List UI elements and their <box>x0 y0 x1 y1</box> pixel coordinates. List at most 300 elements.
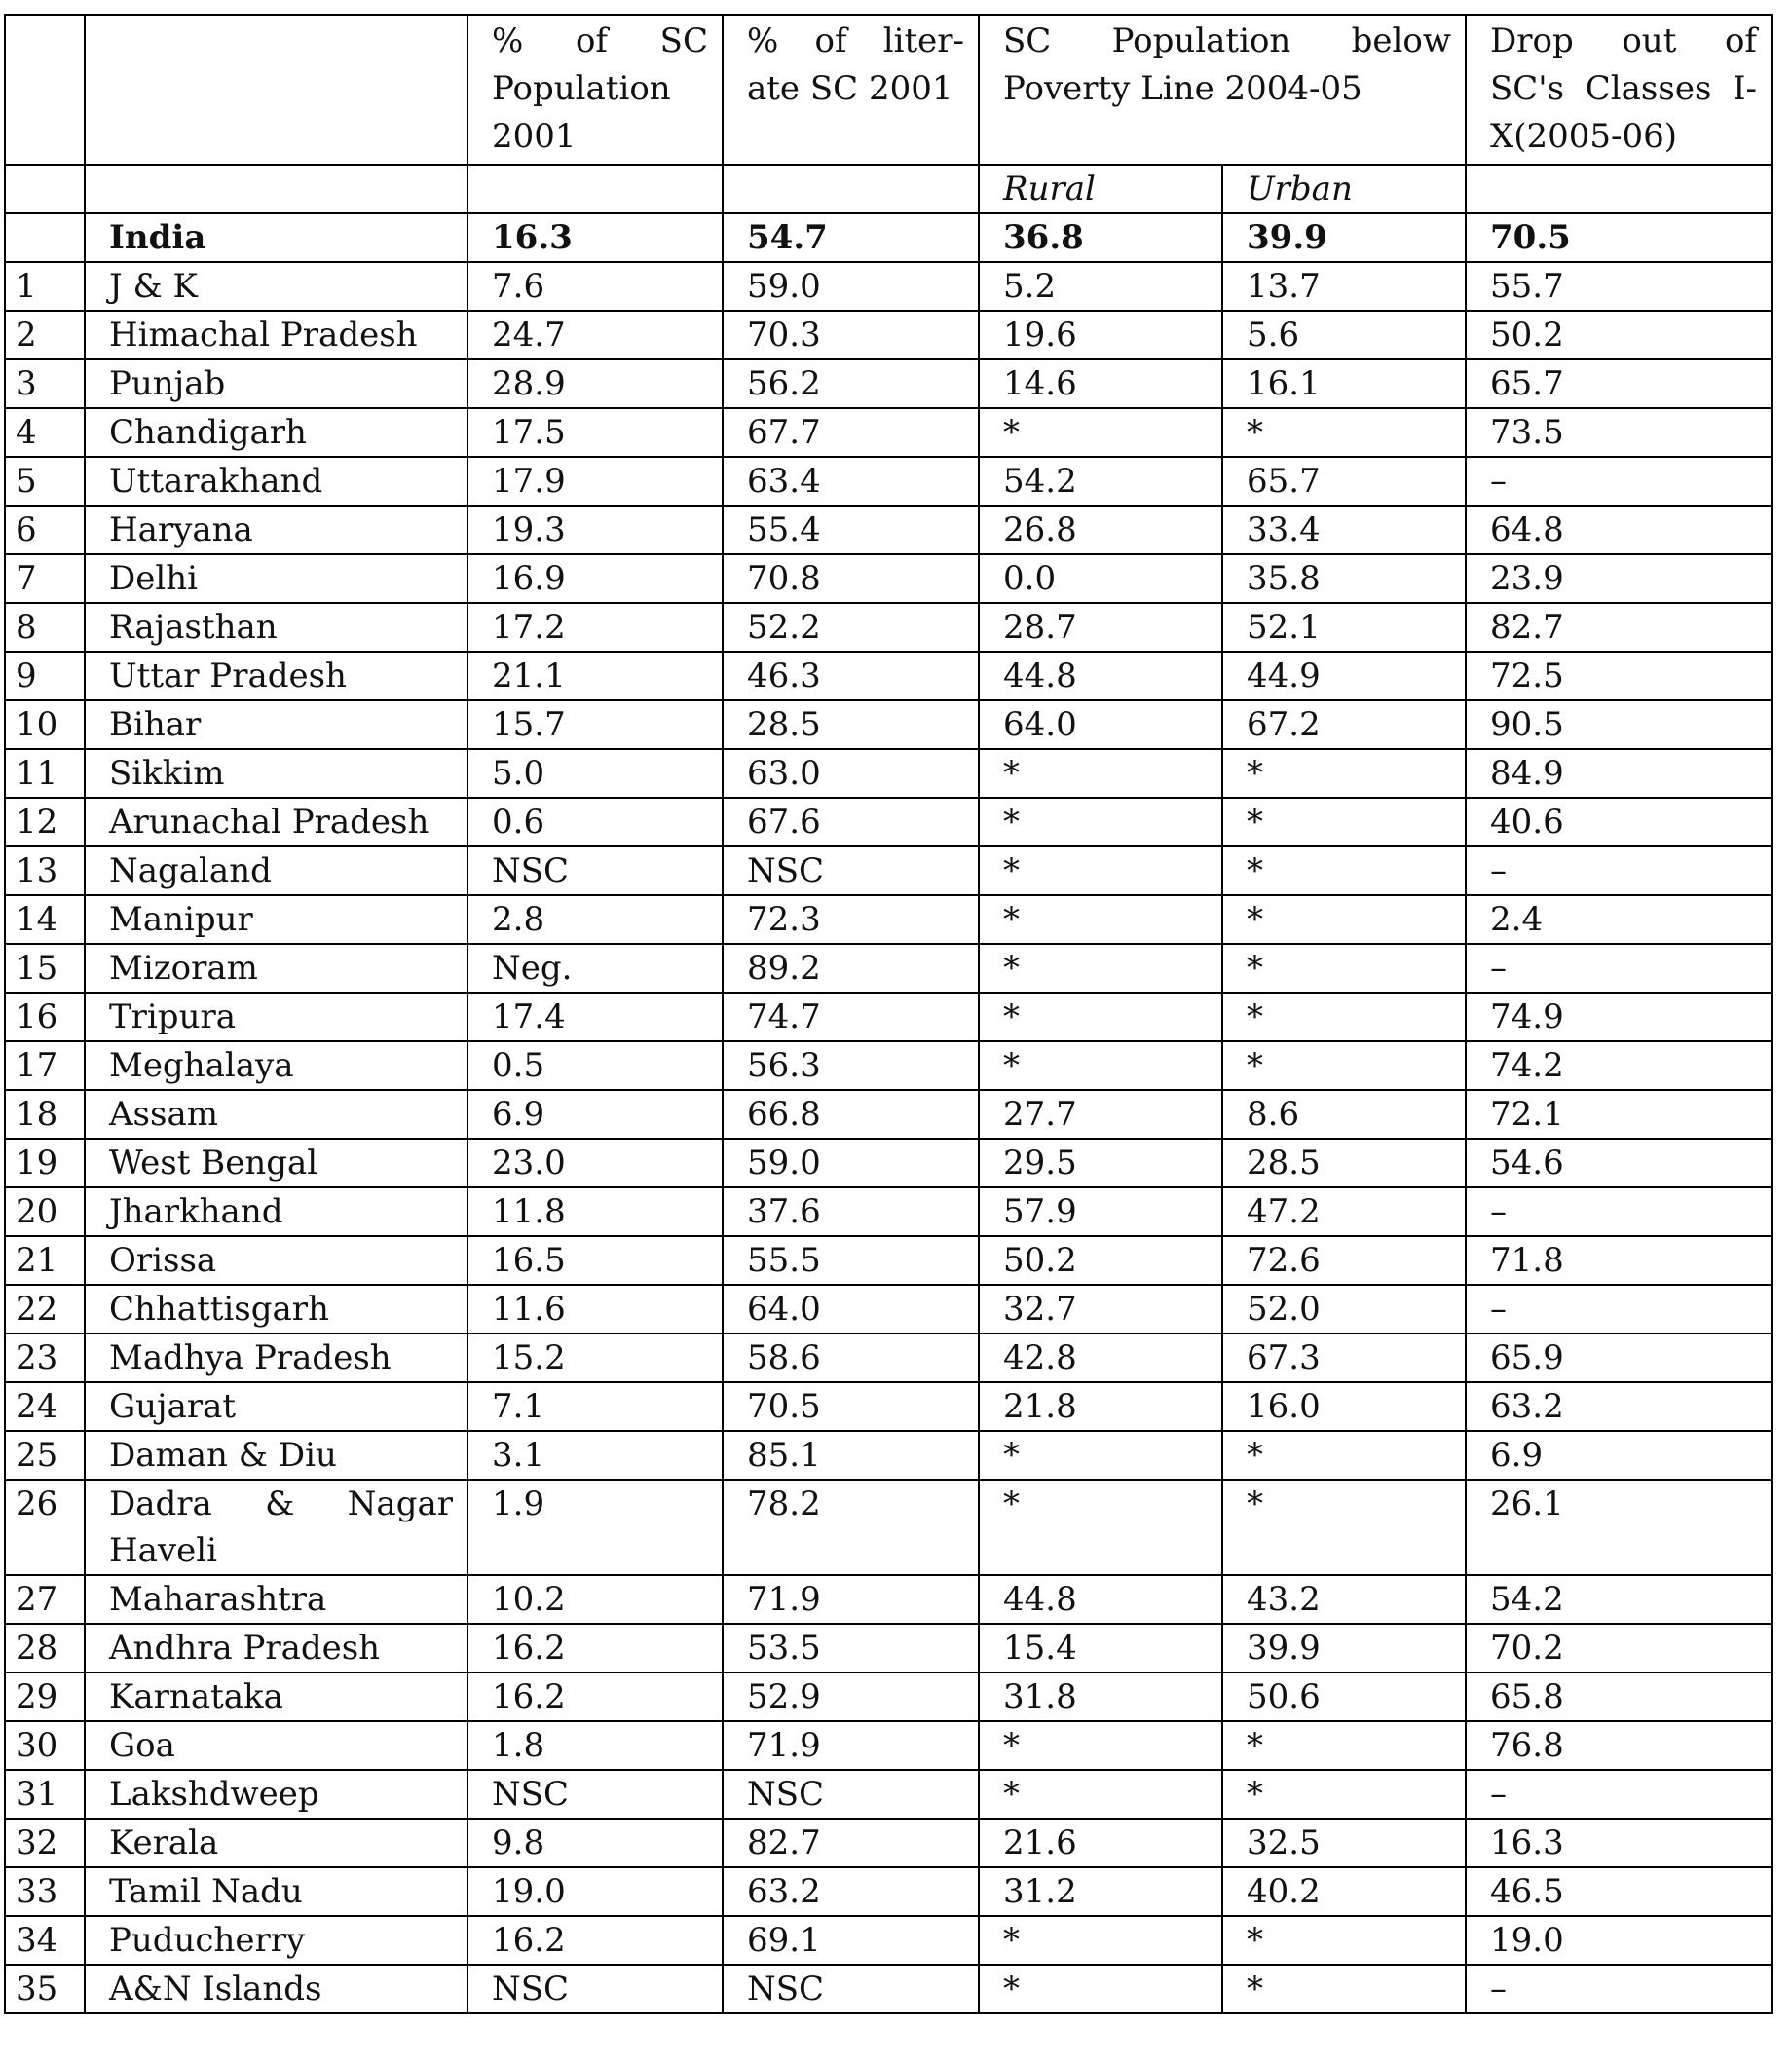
subheader-urban: Urban <box>1222 165 1466 213</box>
row-state-name: Rajasthan <box>85 603 467 652</box>
row-rural-poverty: 54.2 <box>979 457 1222 506</box>
row-serial: 33 <box>5 1867 85 1916</box>
row-urban-poverty: 67.3 <box>1222 1334 1466 1382</box>
row-dropout: 65.7 <box>1466 359 1772 408</box>
row-serial: 18 <box>5 1090 85 1139</box>
row-rural-poverty: 50.2 <box>979 1236 1222 1285</box>
row-literate: NSC <box>723 1965 979 2013</box>
row-state-name: Gujarat <box>85 1382 467 1431</box>
row-sc-population: 1.9 <box>467 1480 723 1575</box>
header-literate-sc: % of liter-ate SC 2001 <box>723 15 979 165</box>
row-serial: 19 <box>5 1139 85 1187</box>
row-rural-poverty: * <box>979 846 1222 895</box>
row-state-name: Arunachal Pradesh <box>85 798 467 846</box>
row-sc-population: Neg. <box>467 944 723 993</box>
row-dropout: – <box>1466 1770 1772 1819</box>
row-rural-poverty: 64.0 <box>979 700 1222 749</box>
row-state-name: Meghalaya <box>85 1041 467 1090</box>
row-urban-poverty: 67.2 <box>1222 700 1466 749</box>
row-dropout: 50.2 <box>1466 311 1772 359</box>
row-urban-poverty: * <box>1222 993 1466 1041</box>
row-state-name: Andhra Pradesh <box>85 1624 467 1672</box>
row-rural-poverty: 28.7 <box>979 603 1222 652</box>
row-sc-population: 24.7 <box>467 311 723 359</box>
table-row <box>5 457 1772 506</box>
row-literate: NSC <box>723 1770 979 1819</box>
row-urban-poverty: 35.8 <box>1222 554 1466 603</box>
row-sc-population: 7.6 <box>467 262 723 311</box>
row-literate: 89.2 <box>723 944 979 993</box>
row-urban-poverty: * <box>1222 1721 1466 1770</box>
row-sc-population: 16.5 <box>467 1236 723 1285</box>
row-sc-population: 1.8 <box>467 1721 723 1770</box>
row-rural-poverty: 29.5 <box>979 1139 1222 1187</box>
row-literate: 55.4 <box>723 506 979 554</box>
row-sc-population: 21.1 <box>467 652 723 700</box>
row-serial: 16 <box>5 993 85 1041</box>
row-sc-population: 5.0 <box>467 749 723 798</box>
row-sc-population: 23.0 <box>467 1139 723 1187</box>
table-row <box>5 262 1772 311</box>
row-serial: 31 <box>5 1770 85 1819</box>
row-sc-population: 17.2 <box>467 603 723 652</box>
row-literate: 78.2 <box>723 1480 979 1575</box>
row-state-name: Kerala <box>85 1819 467 1867</box>
row-literate: 71.9 <box>723 1721 979 1770</box>
row-serial: 3 <box>5 359 85 408</box>
header-serial-empty <box>5 15 85 165</box>
row-serial: 13 <box>5 846 85 895</box>
row-dropout: 55.7 <box>1466 262 1772 311</box>
subheader-empty <box>467 165 723 213</box>
table-row <box>5 1090 1772 1139</box>
table-row <box>5 1916 1772 1965</box>
row-state-name: Haryana <box>85 506 467 554</box>
row-sc-population: 0.5 <box>467 1041 723 1090</box>
row-dropout: – <box>1466 1285 1772 1334</box>
row-dropout: 65.9 <box>1466 1334 1772 1382</box>
row-literate: 64.0 <box>723 1285 979 1334</box>
row-state-name: Goa <box>85 1721 467 1770</box>
table-row <box>5 554 1772 603</box>
row-sc-population: 17.9 <box>467 457 723 506</box>
row-serial: 29 <box>5 1672 85 1721</box>
table-row <box>5 1187 1772 1236</box>
row-state-name: Karnataka <box>85 1672 467 1721</box>
row-rural-poverty: * <box>979 1916 1222 1965</box>
row-state-name: Uttarakhand <box>85 457 467 506</box>
row-urban-poverty: 52.0 <box>1222 1285 1466 1334</box>
row-urban-poverty: 13.7 <box>1222 262 1466 311</box>
row-sc-population: 16.2 <box>467 1624 723 1672</box>
row-urban-poverty: 39.9 <box>1222 1624 1466 1672</box>
total-sc-population: 16.3 <box>467 213 723 262</box>
row-serial: 25 <box>5 1431 85 1480</box>
table-row <box>5 1867 1772 1916</box>
row-rural-poverty: 31.8 <box>979 1672 1222 1721</box>
row-literate: 72.3 <box>723 895 979 944</box>
row-sc-population: 11.6 <box>467 1285 723 1334</box>
row-dropout: 82.7 <box>1466 603 1772 652</box>
row-serial: 28 <box>5 1624 85 1672</box>
row-literate: 63.0 <box>723 749 979 798</box>
row-rural-poverty: 44.8 <box>979 652 1222 700</box>
row-urban-poverty: 43.2 <box>1222 1575 1466 1624</box>
row-sc-population: NSC <box>467 1770 723 1819</box>
row-dropout: 54.2 <box>1466 1575 1772 1624</box>
row-urban-poverty: * <box>1222 895 1466 944</box>
row-rural-poverty: 32.7 <box>979 1285 1222 1334</box>
row-dropout: 63.2 <box>1466 1382 1772 1431</box>
row-urban-poverty: 40.2 <box>1222 1867 1466 1916</box>
row-literate: 58.6 <box>723 1334 979 1382</box>
row-dropout: 23.9 <box>1466 554 1772 603</box>
row-urban-poverty: 52.1 <box>1222 603 1466 652</box>
row-rural-poverty: * <box>979 1041 1222 1090</box>
row-sc-population: 7.1 <box>467 1382 723 1431</box>
row-rural-poverty: * <box>979 993 1222 1041</box>
row-urban-poverty: 65.7 <box>1222 457 1466 506</box>
row-urban-poverty: 50.6 <box>1222 1672 1466 1721</box>
row-urban-poverty: 16.1 <box>1222 359 1466 408</box>
row-rural-poverty: 44.8 <box>979 1575 1222 1624</box>
row-urban-poverty: * <box>1222 798 1466 846</box>
subheader-rural: Rural <box>979 165 1222 213</box>
row-rural-poverty: 15.4 <box>979 1624 1222 1672</box>
row-literate: 59.0 <box>723 262 979 311</box>
table-row <box>5 1965 1772 2013</box>
header-state-empty <box>85 15 467 165</box>
row-serial: 7 <box>5 554 85 603</box>
row-literate: 63.4 <box>723 457 979 506</box>
row-dropout: 54.6 <box>1466 1139 1772 1187</box>
table-row <box>5 506 1772 554</box>
subheader-empty <box>723 165 979 213</box>
row-literate: 55.5 <box>723 1236 979 1285</box>
row-dropout: 6.9 <box>1466 1431 1772 1480</box>
row-serial: 8 <box>5 603 85 652</box>
row-literate: 59.0 <box>723 1139 979 1187</box>
row-state-name: Orissa <box>85 1236 467 1285</box>
total-row-india <box>5 213 1772 262</box>
row-state-name: Tripura <box>85 993 467 1041</box>
row-literate: 67.6 <box>723 798 979 846</box>
row-state-name: West Bengal <box>85 1139 467 1187</box>
row-state-name: Delhi <box>85 554 467 603</box>
row-state-name: Lakshdweep <box>85 1770 467 1819</box>
row-sc-population: 6.9 <box>467 1090 723 1139</box>
row-rural-poverty: 19.6 <box>979 311 1222 359</box>
row-sc-population: 3.1 <box>467 1431 723 1480</box>
row-serial: 14 <box>5 895 85 944</box>
row-serial: 27 <box>5 1575 85 1624</box>
row-dropout: 2.4 <box>1466 895 1772 944</box>
table-row <box>5 700 1772 749</box>
row-sc-population: 28.9 <box>467 359 723 408</box>
row-serial: 20 <box>5 1187 85 1236</box>
row-state-name: Puducherry <box>85 1916 467 1965</box>
row-serial: 34 <box>5 1916 85 1965</box>
table-row <box>5 652 1772 700</box>
row-rural-poverty: 27.7 <box>979 1090 1222 1139</box>
row-urban-poverty: 44.9 <box>1222 652 1466 700</box>
table-row <box>5 1431 1772 1480</box>
row-rural-poverty: * <box>979 1431 1222 1480</box>
row-rural-poverty: * <box>979 1965 1222 2013</box>
row-dropout: 84.9 <box>1466 749 1772 798</box>
row-literate: 70.3 <box>723 311 979 359</box>
row-dropout: 64.8 <box>1466 506 1772 554</box>
table-body <box>5 213 1772 2013</box>
row-urban-poverty: 5.6 <box>1222 311 1466 359</box>
row-sc-population: 2.8 <box>467 895 723 944</box>
row-state-name: Nagaland <box>85 846 467 895</box>
row-serial: 23 <box>5 1334 85 1382</box>
row-dropout: 72.5 <box>1466 652 1772 700</box>
header-sc-population: % of SC Population 2001 <box>467 15 723 165</box>
table-row <box>5 359 1772 408</box>
row-state-name: Chandigarh <box>85 408 467 457</box>
row-urban-poverty: * <box>1222 1431 1466 1480</box>
row-dropout: 74.9 <box>1466 993 1772 1041</box>
row-rural-poverty: 0.0 <box>979 554 1222 603</box>
row-dropout: – <box>1466 846 1772 895</box>
row-sc-population: 16.9 <box>467 554 723 603</box>
table-row <box>5 408 1772 457</box>
table-row <box>5 1819 1772 1867</box>
row-rural-poverty: * <box>979 1721 1222 1770</box>
row-sc-population: NSC <box>467 846 723 895</box>
row-urban-poverty: * <box>1222 944 1466 993</box>
total-urban: 39.9 <box>1222 213 1466 262</box>
row-dropout: 72.1 <box>1466 1090 1772 1139</box>
row-serial: 24 <box>5 1382 85 1431</box>
row-dropout: 76.8 <box>1466 1721 1772 1770</box>
table-row <box>5 993 1772 1041</box>
table-row <box>5 895 1772 944</box>
table-row <box>5 311 1772 359</box>
row-rural-poverty: 42.8 <box>979 1334 1222 1382</box>
row-literate: NSC <box>723 846 979 895</box>
row-rural-poverty: * <box>979 798 1222 846</box>
total-name: India <box>85 213 467 262</box>
row-literate: 82.7 <box>723 1819 979 1867</box>
row-state-name: Dadra & Nagar Haveli <box>85 1480 467 1575</box>
row-state-name: Tamil Nadu <box>85 1867 467 1916</box>
row-dropout: 70.2 <box>1466 1624 1772 1672</box>
row-rural-poverty: 21.6 <box>979 1819 1222 1867</box>
row-dropout: 40.6 <box>1466 798 1772 846</box>
row-serial: 4 <box>5 408 85 457</box>
row-sc-population: 0.6 <box>467 798 723 846</box>
row-rural-poverty: * <box>979 1480 1222 1575</box>
row-literate: 85.1 <box>723 1431 979 1480</box>
row-rural-poverty: * <box>979 749 1222 798</box>
row-rural-poverty: * <box>979 895 1222 944</box>
row-dropout: – <box>1466 1965 1772 2013</box>
row-serial: 1 <box>5 262 85 311</box>
row-dropout: – <box>1466 944 1772 993</box>
row-serial: 32 <box>5 1819 85 1867</box>
subheader-empty <box>5 165 85 213</box>
subheader-empty <box>1466 165 1772 213</box>
row-state-name: Uttar Pradesh <box>85 652 467 700</box>
table-row <box>5 1236 1772 1285</box>
row-rural-poverty: 5.2 <box>979 262 1222 311</box>
row-urban-poverty: 72.6 <box>1222 1236 1466 1285</box>
row-urban-poverty: * <box>1222 1041 1466 1090</box>
row-state-name: A&N Islands <box>85 1965 467 2013</box>
table-header <box>5 15 1772 213</box>
table-row <box>5 1285 1772 1334</box>
row-literate: 53.5 <box>723 1624 979 1672</box>
subheader-empty <box>85 165 467 213</box>
row-literate: 70.8 <box>723 554 979 603</box>
row-rural-poverty: 14.6 <box>979 359 1222 408</box>
row-serial: 21 <box>5 1236 85 1285</box>
row-dropout: 26.1 <box>1466 1480 1772 1575</box>
row-rural-poverty: 21.8 <box>979 1382 1222 1431</box>
row-dropout: 46.5 <box>1466 1867 1772 1916</box>
row-literate: 28.5 <box>723 700 979 749</box>
table-row <box>5 846 1772 895</box>
row-literate: 52.2 <box>723 603 979 652</box>
row-serial: 35 <box>5 1965 85 2013</box>
row-state-name: Himachal Pradesh <box>85 311 467 359</box>
row-urban-poverty: 47.2 <box>1222 1187 1466 1236</box>
row-urban-poverty: * <box>1222 1916 1466 1965</box>
row-rural-poverty: 57.9 <box>979 1187 1222 1236</box>
row-serial: 12 <box>5 798 85 846</box>
row-sc-population: 15.2 <box>467 1334 723 1382</box>
row-sc-population: NSC <box>467 1965 723 2013</box>
row-literate: 70.5 <box>723 1382 979 1431</box>
row-serial: 10 <box>5 700 85 749</box>
row-literate: 52.9 <box>723 1672 979 1721</box>
row-state-name: Punjab <box>85 359 467 408</box>
row-rural-poverty: * <box>979 944 1222 993</box>
row-rural-poverty: * <box>979 1770 1222 1819</box>
row-urban-poverty: * <box>1222 1480 1466 1575</box>
row-sc-population: 19.3 <box>467 506 723 554</box>
row-sc-population: 17.4 <box>467 993 723 1041</box>
row-dropout: 71.8 <box>1466 1236 1772 1285</box>
row-urban-poverty: 28.5 <box>1222 1139 1466 1187</box>
row-state-name: Bihar <box>85 700 467 749</box>
row-sc-population: 15.7 <box>467 700 723 749</box>
row-dropout: – <box>1466 457 1772 506</box>
row-serial: 26 <box>5 1480 85 1575</box>
table-row <box>5 798 1772 846</box>
total-dropout: 70.5 <box>1466 213 1772 262</box>
row-dropout: 16.3 <box>1466 1819 1772 1867</box>
row-literate: 69.1 <box>723 1916 979 1965</box>
row-serial: 9 <box>5 652 85 700</box>
total-literate: 54.7 <box>723 213 979 262</box>
row-sc-population: 10.2 <box>467 1575 723 1624</box>
row-sc-population: 16.2 <box>467 1672 723 1721</box>
row-serial: 15 <box>5 944 85 993</box>
row-urban-poverty: * <box>1222 749 1466 798</box>
row-dropout: 90.5 <box>1466 700 1772 749</box>
row-serial: 2 <box>5 311 85 359</box>
row-dropout: 19.0 <box>1466 1916 1772 1965</box>
table-row <box>5 1480 1772 1575</box>
row-urban-poverty: 32.5 <box>1222 1819 1466 1867</box>
table-row <box>5 749 1772 798</box>
table-row <box>5 1382 1772 1431</box>
row-rural-poverty: * <box>979 408 1222 457</box>
table-row <box>5 1139 1772 1187</box>
header-row <box>5 15 1772 165</box>
row-serial: 22 <box>5 1285 85 1334</box>
total-serial-empty <box>5 213 85 262</box>
row-serial: 6 <box>5 506 85 554</box>
total-rural: 36.8 <box>979 213 1222 262</box>
table-row <box>5 944 1772 993</box>
row-urban-poverty: * <box>1222 1770 1466 1819</box>
row-literate: 67.7 <box>723 408 979 457</box>
table-row <box>5 1334 1772 1382</box>
table-row <box>5 1672 1772 1721</box>
row-literate: 37.6 <box>723 1187 979 1236</box>
row-literate: 46.3 <box>723 652 979 700</box>
row-literate: 74.7 <box>723 993 979 1041</box>
header-below-poverty: SC Population below Poverty Line 2004-05 <box>979 15 1466 165</box>
table-row <box>5 1575 1772 1624</box>
row-serial: 17 <box>5 1041 85 1090</box>
row-sc-population: 17.5 <box>467 408 723 457</box>
row-state-name: Madhya Pradesh <box>85 1334 467 1382</box>
row-literate: 66.8 <box>723 1090 979 1139</box>
sc-statistics-table <box>4 14 1773 2014</box>
table-row <box>5 603 1772 652</box>
table-row <box>5 1721 1772 1770</box>
row-urban-poverty: * <box>1222 846 1466 895</box>
row-literate: 56.2 <box>723 359 979 408</box>
row-state-name: Daman & Diu <box>85 1431 467 1480</box>
row-sc-population: 11.8 <box>467 1187 723 1236</box>
table-row <box>5 1041 1772 1090</box>
row-rural-poverty: 31.2 <box>979 1867 1222 1916</box>
row-state-name: Chhattisgarh <box>85 1285 467 1334</box>
row-serial: 11 <box>5 749 85 798</box>
row-state-name: Sikkim <box>85 749 467 798</box>
subheader-row <box>5 165 1772 213</box>
row-sc-population: 9.8 <box>467 1819 723 1867</box>
row-urban-poverty: * <box>1222 1965 1466 2013</box>
row-state-name: Mizoram <box>85 944 467 993</box>
row-dropout: 74.2 <box>1466 1041 1772 1090</box>
row-dropout: 65.8 <box>1466 1672 1772 1721</box>
row-dropout: – <box>1466 1187 1772 1236</box>
row-dropout: 73.5 <box>1466 408 1772 457</box>
row-state-name: Jharkhand <box>85 1187 467 1236</box>
row-literate: 71.9 <box>723 1575 979 1624</box>
table-row <box>5 1770 1772 1819</box>
row-state-name: J & K <box>85 262 467 311</box>
row-serial: 30 <box>5 1721 85 1770</box>
row-urban-poverty: * <box>1222 408 1466 457</box>
row-urban-poverty: 8.6 <box>1222 1090 1466 1139</box>
row-urban-poverty: 16.0 <box>1222 1382 1466 1431</box>
row-literate: 63.2 <box>723 1867 979 1916</box>
row-sc-population: 16.2 <box>467 1916 723 1965</box>
row-state-name: Maharashtra <box>85 1575 467 1624</box>
row-state-name: Assam <box>85 1090 467 1139</box>
header-dropout: Drop out of SC's Classes I-X(2005-06) <box>1466 15 1772 165</box>
row-rural-poverty: 26.8 <box>979 506 1222 554</box>
